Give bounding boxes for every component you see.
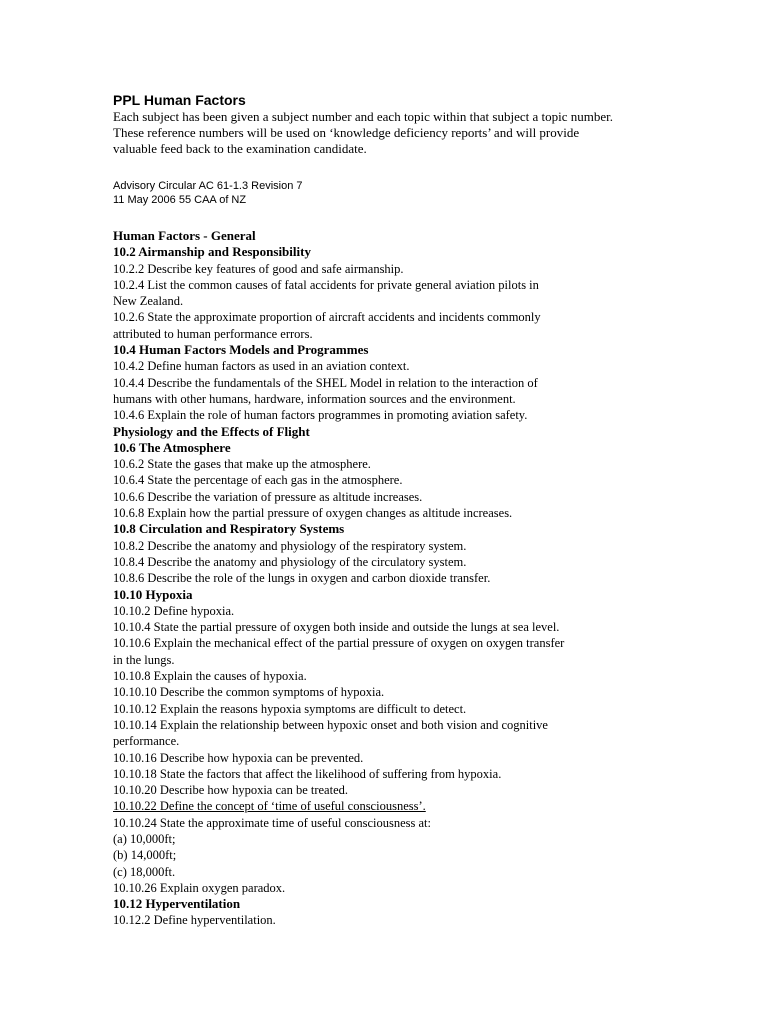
topic-line: 10.4.2 Define human factors as used in an aviation context. — [113, 359, 410, 374]
section-heading: 10.10 Hypoxia — [113, 586, 193, 602]
topic-line: attributed to human performance errors. — [113, 326, 313, 341]
topic-line: 10.10.10 Describe the common symptoms of hypoxia. — [113, 685, 385, 700]
topic-line: 10.8.2 Describe the anatomy and physiology of the respiratory system. — [113, 538, 467, 553]
topic-line: (b) 14,000ft; — [113, 848, 177, 863]
section-heading: Human Factors - General — [113, 228, 256, 243]
topic-line: in the lungs. — [113, 652, 175, 667]
topic-line: 10.4.6 Explain the role of human factors programmes in promoting aviation safety. — [113, 408, 528, 423]
topic-line: 10.2.6 State the approximate proportion of aircraft accidents and incidents commonly — [113, 310, 541, 325]
intro-line: valuable feed back to the examination candidate. — [113, 141, 367, 156]
topic-line: (a) 10,000ft; — [113, 831, 176, 846]
intro-line: These reference numbers will be used on ‘knowledge deficiency reports’ and will provide — [113, 125, 580, 140]
topic-line: 10.10.12 Explain the reasons hypoxia symptoms are difficult to detect. — [113, 701, 467, 716]
section-heading: Physiology and the Effects of Flight — [113, 423, 310, 439]
topic-line: 10.8.6 Describe the role of the lungs in oxygen and carbon dioxide transfer. — [113, 571, 491, 586]
topic-line: 10.10.22 Define the concept of ‘time of useful consciousness’. — [113, 799, 426, 814]
topic-line: 10.10.16 Describe how hypoxia can be prevented. — [113, 750, 364, 765]
topic-line: performance. — [113, 734, 180, 749]
intro-line: Each subject has been given a subject number and each topic within that subject a topic number. — [113, 109, 613, 124]
topic-line: 10.10.2 Define hypoxia. — [113, 603, 235, 618]
topic-line: 10.6.6 Describe the variation of pressure as altitude increases. — [113, 489, 423, 504]
syllabus-outline — [113, 228, 673, 929]
advisory-circular-reference — [113, 179, 673, 207]
topic-line: 10.6.4 State the percentage of each gas in the atmosphere. — [113, 473, 403, 488]
topic-line: 10.4.4 Describe the fundamentals of the SHEL Model in relation to the interaction of — [113, 375, 538, 390]
topic-line: 10.10.24 State the approximate time of useful consciousness at: — [113, 815, 431, 830]
topic-line: humans with other humans, hardware, information sources and the environment. — [113, 391, 516, 406]
topic-line: 10.10.18 State the factors that affect the likelihood of suffering from hypoxia. — [113, 766, 502, 781]
section-heading: 10.12 Hyperventilation — [113, 896, 241, 912]
circular-line: Advisory Circular AC 61-1.3 Revision 7 — [113, 180, 303, 192]
topic-line: (c) 18,000ft. — [113, 864, 176, 879]
document-title: PPL Human Factors — [113, 92, 246, 108]
section-heading: 10.2 Airmanship and Responsibility — [113, 244, 311, 260]
topic-line: 10.2.2 Describe key features of good and safe airmanship. — [113, 261, 404, 276]
topic-line: 10.12.2 Define hyperventilation. — [113, 913, 276, 928]
circular-line: 11 May 2006 55 CAA of NZ — [113, 194, 247, 206]
intro-paragraph — [113, 109, 673, 157]
topic-line: 10.10.4 State the partial pressure of oxygen both inside and outside the lungs at sea level. — [113, 620, 560, 635]
topic-line: 10.2.4 List the common causes of fatal accidents for private general aviation pilots in — [113, 277, 539, 292]
topic-line: 10.10.20 Describe how hypoxia can be treated. — [113, 783, 348, 798]
topic-line: New Zealand. — [113, 294, 184, 309]
topic-line: 10.10.8 Explain the causes of hypoxia. — [113, 669, 307, 684]
section-heading: 10.8 Circulation and Respiratory Systems — [113, 521, 345, 537]
topic-line: 10.8.4 Describe the anatomy and physiology of the circulatory system. — [113, 554, 467, 569]
topic-line: 10.6.8 Explain how the partial pressure of oxygen changes as altitude increases. — [113, 506, 513, 521]
topic-line: 10.10.26 Explain oxygen paradox. — [113, 880, 286, 895]
topic-line: 10.10.14 Explain the relationship between hypoxic onset and both vision and cognitive — [113, 717, 548, 732]
topic-line: 10.6.2 State the gases that make up the atmosphere. — [113, 457, 371, 472]
section-heading: 10.6 The Atmosphere — [113, 439, 231, 455]
section-heading: 10.4 Human Factors Models and Programmes — [113, 342, 369, 358]
topic-line: 10.10.6 Explain the mechanical effect of the partial pressure of oxygen on oxygen transfer — [113, 636, 565, 651]
document-page — [113, 92, 673, 929]
